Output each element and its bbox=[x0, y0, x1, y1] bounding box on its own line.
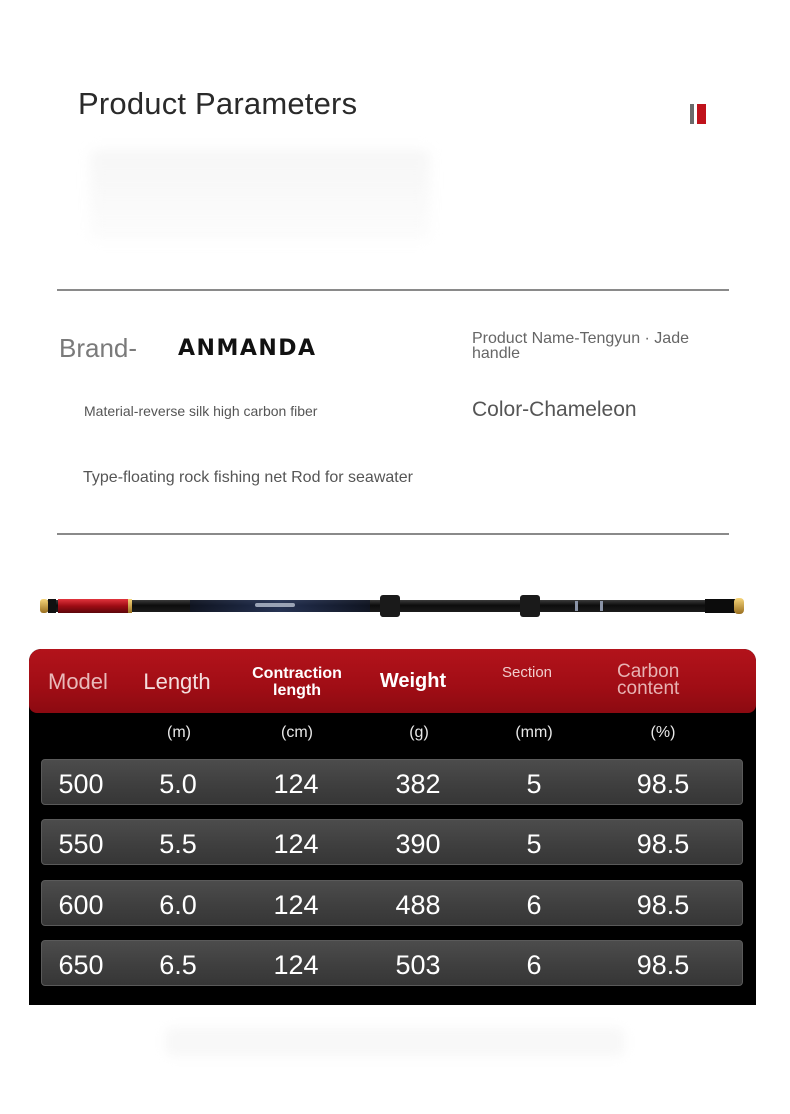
unit-weight: (g) bbox=[409, 724, 429, 741]
parameter-table bbox=[29, 649, 756, 1005]
cell-weight: 503 bbox=[395, 950, 441, 980]
cell-length: 5.0 bbox=[159, 769, 197, 799]
cell-model: 500 bbox=[58, 769, 104, 799]
color-spec: Color-Chameleon bbox=[472, 398, 637, 421]
cell-carbon: 98.5 bbox=[636, 769, 690, 799]
cell-carbon: 98.5 bbox=[636, 829, 690, 859]
brand-logo: ANMANDA bbox=[178, 336, 317, 361]
cell-weight: 488 bbox=[395, 890, 441, 920]
product-name: Product Name-Tengyun · Jade handle bbox=[472, 330, 689, 362]
blurred-footer bbox=[165, 1027, 625, 1057]
table-row bbox=[41, 940, 743, 986]
cell-contraction: 124 bbox=[273, 829, 319, 859]
cell-contraction: 124 bbox=[273, 890, 319, 920]
cell-section: 6 bbox=[526, 890, 542, 920]
cell-weight: 382 bbox=[395, 769, 441, 799]
unit-carbon: (%) bbox=[650, 724, 676, 741]
table-row bbox=[41, 880, 743, 926]
blurred-watermark bbox=[90, 150, 430, 240]
header-length: Length bbox=[143, 669, 211, 694]
cell-contraction: 124 bbox=[273, 950, 319, 980]
cell-model: 650 bbox=[58, 950, 104, 980]
cell-section: 6 bbox=[526, 950, 542, 980]
material-spec: Material-reverse silk high carbon fiber bbox=[84, 403, 318, 419]
header-section: Section bbox=[501, 664, 553, 681]
unit-contraction: (cm) bbox=[281, 724, 313, 741]
unit-length: (m) bbox=[167, 724, 191, 741]
page-title: Product Parameters bbox=[78, 86, 358, 121]
cell-contraction: 124 bbox=[273, 769, 319, 799]
table-row bbox=[41, 759, 743, 805]
divider-top bbox=[57, 289, 729, 291]
cell-section: 5 bbox=[526, 769, 542, 799]
cell-carbon: 98.5 bbox=[636, 950, 690, 980]
cell-carbon: 98.5 bbox=[636, 890, 690, 920]
cell-length: 5.5 bbox=[159, 829, 197, 859]
fishing-rod-image bbox=[40, 588, 746, 626]
cell-model: 550 bbox=[58, 829, 104, 859]
header-contraction-length: Contraction length bbox=[252, 665, 342, 699]
cell-length: 6.5 bbox=[159, 950, 197, 980]
header-model: Model bbox=[48, 669, 108, 694]
table-header bbox=[29, 649, 756, 713]
cell-model: 600 bbox=[58, 890, 104, 920]
brand-label: Brand- bbox=[59, 333, 138, 363]
brand-mark-icon bbox=[690, 104, 708, 124]
header-carbon-content: Carbon content bbox=[617, 661, 680, 699]
header-weight: Weight bbox=[379, 670, 447, 692]
table-row bbox=[41, 819, 743, 865]
unit-section: (mm) bbox=[515, 724, 553, 741]
type-spec: Type-floating rock fishing net Rod for seawater bbox=[83, 469, 413, 486]
divider-bottom bbox=[57, 533, 729, 535]
cell-weight: 390 bbox=[395, 829, 441, 859]
cell-section: 5 bbox=[526, 829, 542, 859]
cell-length: 6.0 bbox=[159, 890, 197, 920]
